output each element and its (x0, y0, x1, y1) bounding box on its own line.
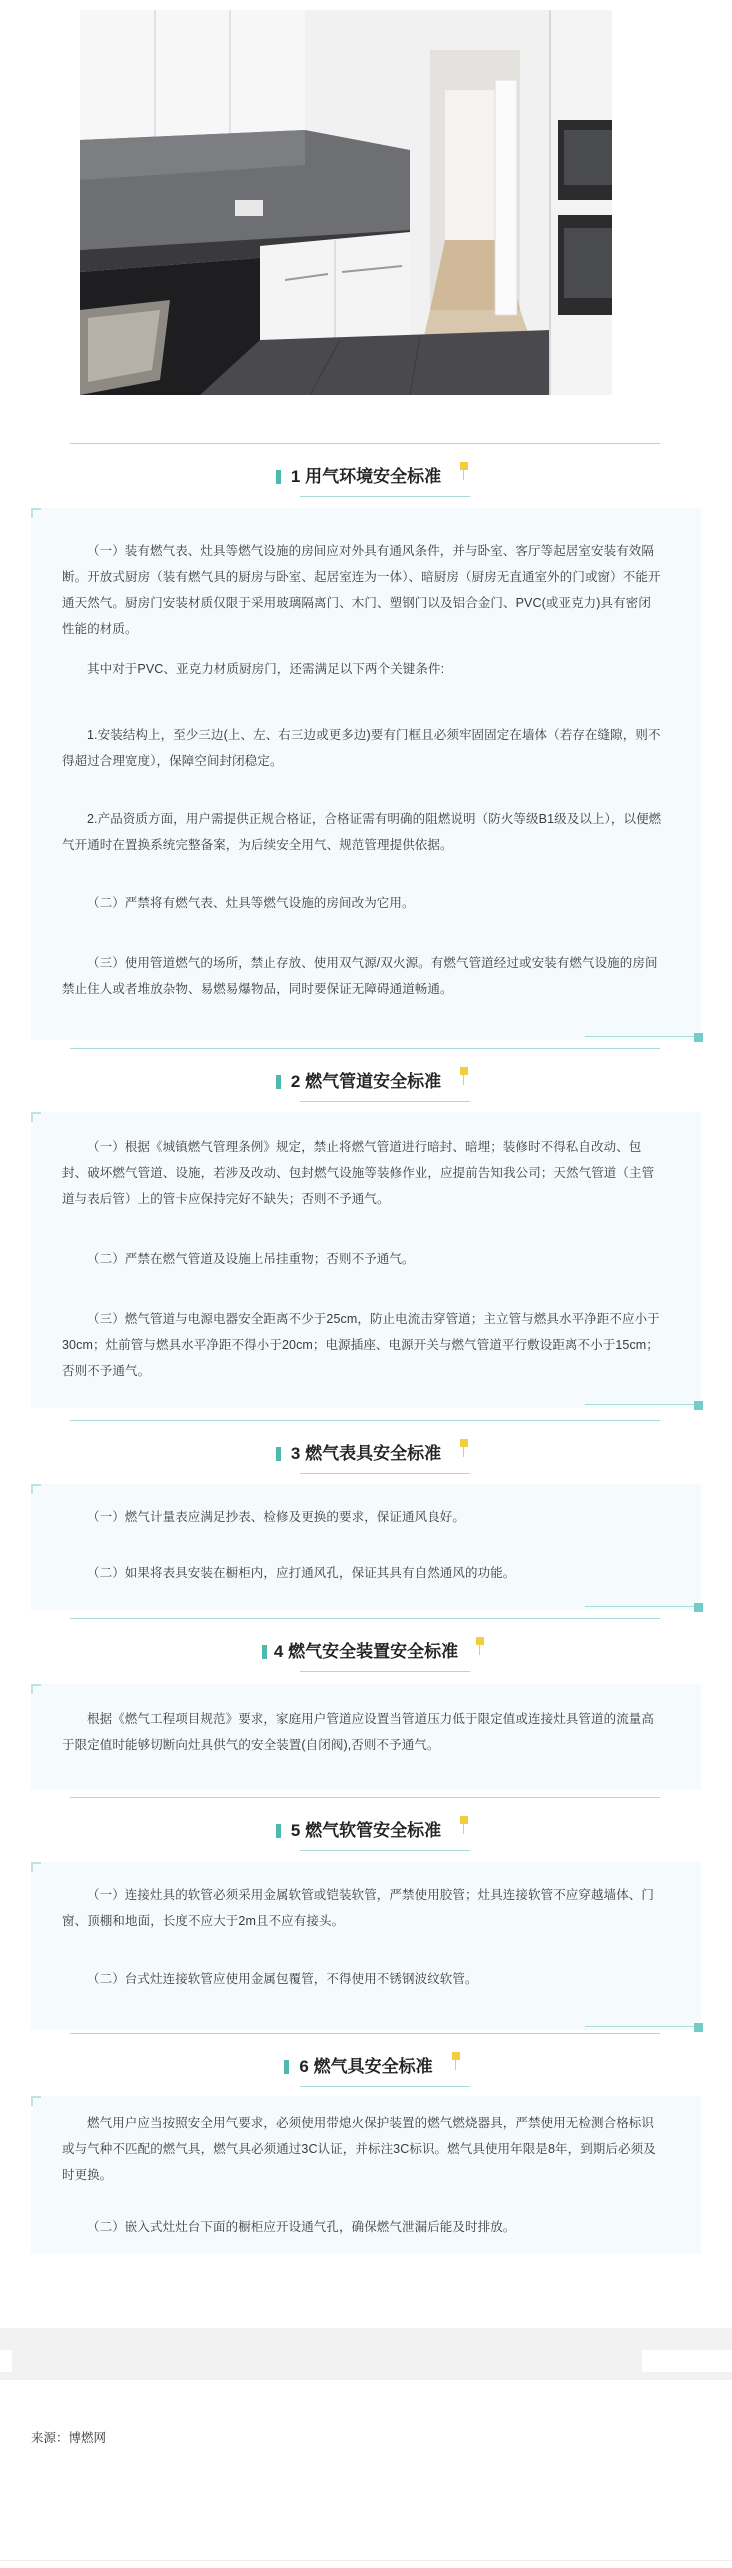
paragraph: （一）根据《城镇燃气管理条例》规定，禁止将燃气管道进行暗封、暗埋；装修时不得私自改动、包封、破坏燃气管道、设施，若涉及改动、包封燃气设施等装修作业，应提前告知我公司；天然气管道（主管道与表后管）上的管卡应保持完好不缺失；否则不予通气。 (62, 1140, 655, 1206)
paragraph: （二）严禁将有燃气表、灶具等燃气设施的房间改为它用。 (87, 896, 415, 910)
paragraph: 1.安装结构上，至少三边(上、左、右三边或更多边)要有门框且必须牢固固定在墙体（若存在缝隙，则不得超过合理宽度），保障空间封闭稳定。 (62, 728, 661, 768)
section-body-5 (31, 1862, 701, 2030)
section-heading-1 (0, 440, 732, 500)
block-corner-line (585, 1404, 695, 1405)
paragraph: （二）台式灶连接软管应使用金属包覆管，不得使用不锈钢波纹软管。 (87, 1972, 478, 1986)
heading-rule-bottom (300, 496, 470, 497)
paragraph: （二）嵌入式灶灶台下面的橱柜应开设通气孔，确保燃气泄漏后能及时排放。 (87, 2220, 516, 2234)
paragraph: （二）如果将表具安装在橱柜内，应打通风孔，保证其具有自然通风的功能。 (87, 1566, 516, 1580)
kitchen-photo (80, 10, 612, 395)
paragraph: （二）严禁在燃气管道及设施上吊挂重物；否则不予通气。 (87, 1252, 415, 1266)
heading-accent-right (460, 1067, 468, 1075)
heading-rule-bottom (300, 1850, 470, 1851)
block-corner-accent (694, 1033, 703, 1042)
section-body-2 (31, 1112, 701, 1408)
section-title: 6 燃气具安全标准 (299, 2057, 433, 2076)
section-body-4 (31, 1684, 701, 1790)
heading-rule-bottom (300, 1473, 470, 1474)
block-corner-decoration (31, 2096, 41, 2106)
heading-accent-right (460, 1816, 468, 1824)
block-corner-accent (694, 1401, 703, 1410)
paragraph: （一）燃气计量表应满足抄表、检修及更换的要求，保证通风良好。 (87, 1510, 466, 1524)
footer-band-cutout-right (642, 2350, 732, 2372)
section-title: 3 燃气表具安全标准 (290, 1444, 442, 1463)
heading-rule-bottom (300, 1671, 470, 1672)
paragraph: （一）连接灶具的软管必须采用金属软管或铠装软管，严禁使用胶管；灶具连接软管不应穿越墙体、门窗、顶棚和地面，长度不应大于2m且不应有接头。 (62, 1888, 655, 1928)
paragraph: 2.产品资质方面，用户需提供正规合格证，合格证需有明确的阻燃说明（防火等级B1级及以上），以便燃气开通时在置换系统完整备案，为后续安全用气、规范管理提供依据。 (62, 812, 662, 852)
heading-accent-right (476, 1637, 484, 1645)
heading-rule-top (70, 443, 660, 444)
heading-rule-top (70, 1618, 660, 1619)
hero-image (80, 10, 612, 395)
footer-band-cutout-left (0, 2350, 12, 2372)
section-body-1 (31, 508, 701, 1040)
block-corner-decoration (31, 508, 41, 518)
section-title: 1 用气环境安全标准 (290, 467, 442, 486)
paragraph: 燃气用户应当按照安全用气要求，必须使用带熄火保护装置的燃气燃烧器具，严禁使用无检测合格标识或与气种不匹配的燃气具，燃气具必须通过3C认证，并标注3C标识。燃气具使用年限是8年，到期后必须及时更换。 (62, 2116, 656, 2182)
block-corner-line (585, 1606, 695, 1607)
paragraph: （一）装有燃气表、灶具等燃气设施的房间应对外具有通风条件，并与卧室、客厅等起居室安装有效隔断。开放式厨房（装有燃气具的厨房与卧室、起居室连为一体）、暗厨房（厨房无直通室外的门或窗）不能开通天然气。厨房门安装材质仅限于采用玻璃隔离门、木门、塑钢门以及铝合金门、PVC(或亚克力)具有密闭性能的材质。 (62, 544, 661, 636)
section-heading-6 (0, 2030, 732, 2090)
block-corner-line (585, 1036, 695, 1037)
heading-rule-top (70, 1797, 660, 1798)
heading-rule-top (70, 2033, 660, 2034)
section-body-6 (31, 2096, 701, 2254)
section-heading-5 (0, 1794, 732, 1854)
section-heading-2 (0, 1045, 732, 1105)
heading-accent-right (460, 1439, 468, 1447)
source-attribution: 来源：博燃网 (31, 2431, 107, 2445)
bottom-divider (0, 2560, 732, 2561)
section-body-3 (31, 1484, 701, 1610)
block-corner-line (585, 2026, 695, 2027)
heading-rule-top (70, 1420, 660, 1421)
heading-accent-right (460, 462, 468, 470)
paragraph: 其中对于PVC、亚克力材质厨房门，还需满足以下两个关键条件: (87, 662, 445, 676)
paragraph: （三）使用管道燃气的场所，禁止存放、使用双气源/双火源。有燃气管道经过或安装有燃气设施的房间禁止住人或者堆放杂物、易燃易爆物品，同时要保证无障碍通道畅通。 (62, 956, 658, 996)
block-corner-decoration (31, 1484, 41, 1494)
section-heading-3 (0, 1417, 732, 1477)
footer-divider-band (0, 2328, 732, 2380)
heading-accent-right (452, 2052, 460, 2060)
block-corner-accent (694, 1603, 703, 1612)
block-corner-decoration (31, 1684, 41, 1694)
paragraph: 根据《燃气工程项目规范》要求，家庭用户管道应设置当管道压力低于限定值或连接灶具管道的流量高于限定值时能够切断向灶具供气的安全装置(自闭阀),否则不予通气。 (62, 1712, 655, 1752)
block-corner-decoration (31, 1112, 41, 1122)
heading-rule-top (70, 1048, 660, 1049)
section-title: 2 燃气管道安全标准 (290, 1072, 442, 1091)
block-corner-decoration (31, 1862, 41, 1872)
heading-rule-bottom (300, 2086, 470, 2087)
section-title: 4 燃气安全装置安全标准 (273, 1642, 459, 1661)
section-heading-4 (0, 1615, 732, 1675)
section-title: 5 燃气软管安全标准 (290, 1821, 442, 1840)
paragraph: （三）燃气管道与电源电器安全距离不少于25cm，防止电流击穿管道；主立管与燃具水平净距不应小于30cm；灶前管与燃具水平净距不得小于20cm；电源插座、电源开关与燃气管道平行敷设距离不小于15cm；否则不予通气。 (62, 1312, 660, 1378)
heading-rule-bottom (300, 1101, 470, 1102)
